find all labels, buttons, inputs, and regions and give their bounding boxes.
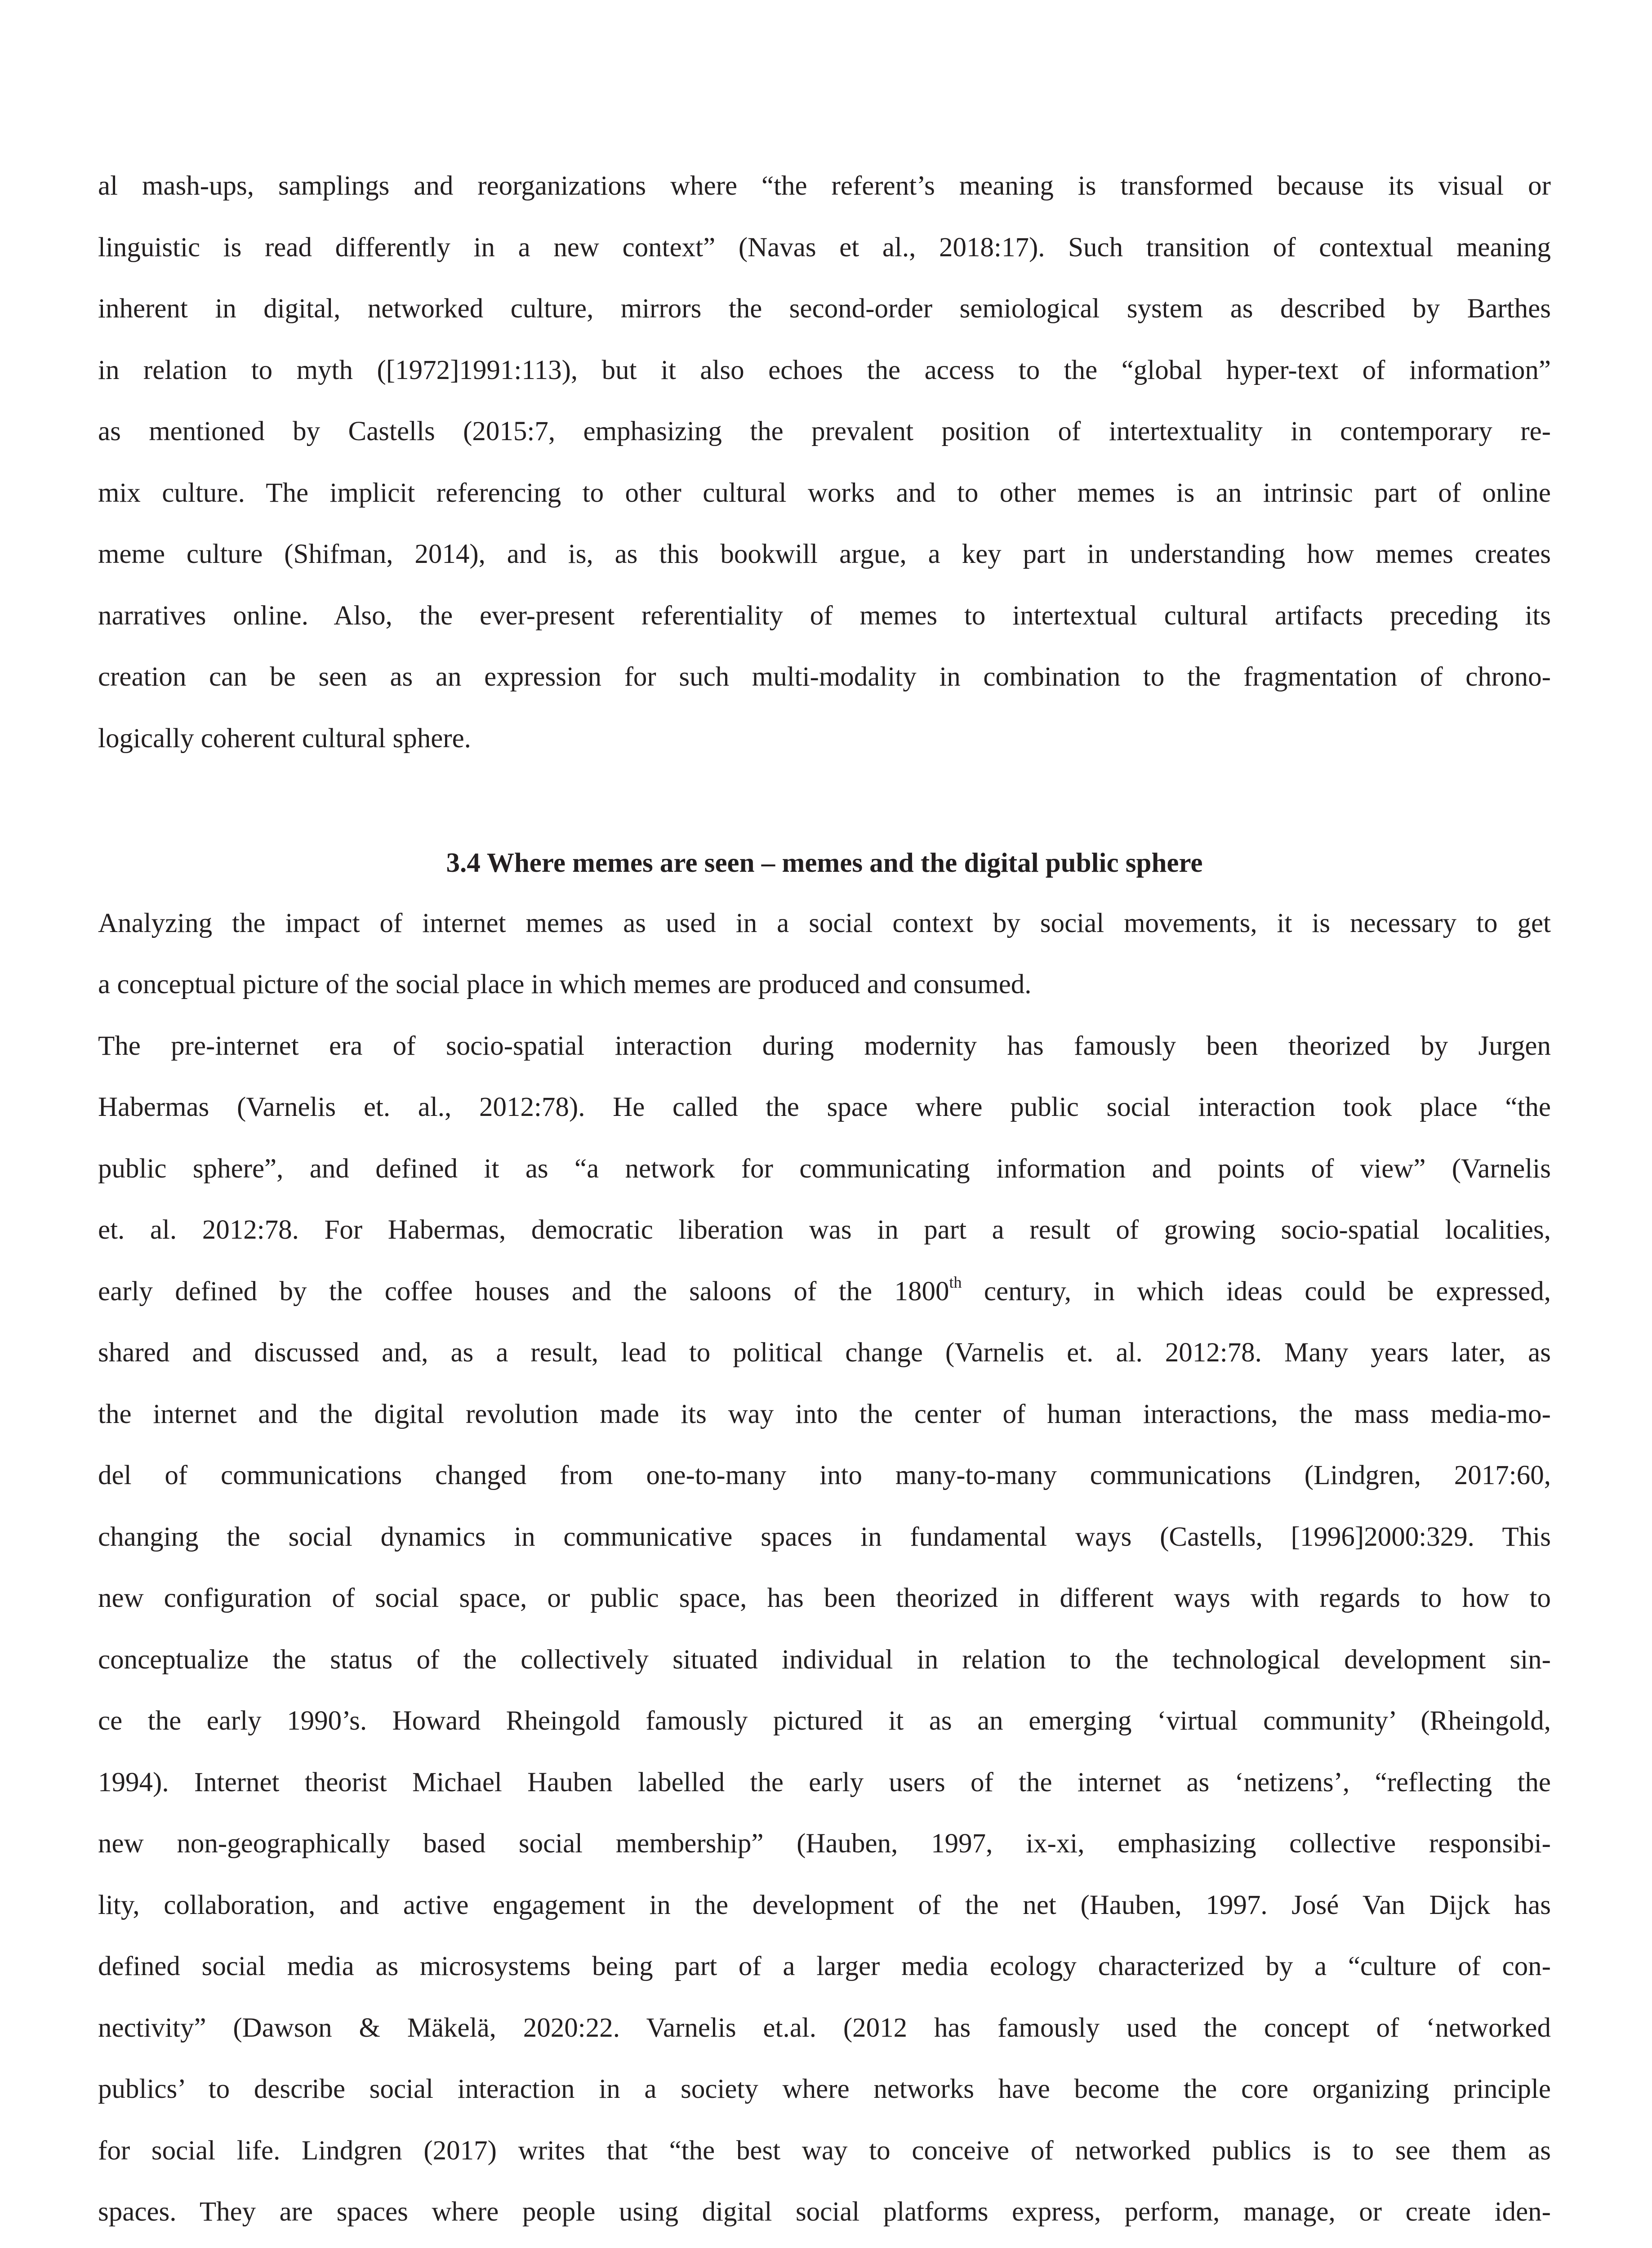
text-line: new non-geographically based social membership” (Hauben, 1997, ix-xi, emphasizing collective responsibi- [98,1829,1551,1859]
text-line: narratives online. Also, the ever-present referentiality of memes to intertextual cultural artifacts preceding its [98,600,1551,631]
text-line: in relation to myth ([1972]1991:113), but it also echoes the access to the “global hyper-text of information” [98,355,1551,385]
text-line: Habermas (Varnelis et. al., 2012:78). He called the space where public social interaction took place “the [98,1092,1551,1122]
body-paragraph [98,831,1551,2243]
text-line: Analyzing the impact of internet memes as used in a social context by social movements, it is necessary to get [98,908,1551,938]
text-line: spaces. They are spaces where people using digital social platforms express, perform, manage, or create iden- [98,2197,1551,2227]
text-line: et. al. 2012:78. For Habermas, democratic liberation was in part a result of growing socio-spatial localities, [98,1215,1551,1245]
body-paragraph [98,156,1551,769]
text-line: del of communications changed from one-to-many into many-to-many communications (Lindgren, 2017:60, [98,1460,1551,1490]
text-line: The pre-internet era of socio-spatial interaction during modernity has famously been theorized by Jurgen [98,1030,1551,1061]
text-line: a conceptual picture of the social place in which memes are produced and consumed. [98,969,1032,999]
text-line: meme culture (Shifman, 2014), and is, as this bookwill argue, a key part in understanding how memes creates [98,539,1551,569]
text-line: public sphere”, and defined it as “a network for communicating information and points of view” (Varnelis [98,1153,1551,1184]
text-line: al mash-ups, samplings and reorganizations where “the referent’s meaning is transformed because its visual or [98,171,1551,201]
text-line: changing the social dynamics in communicative spaces in fundamental ways (Castells, [1996]2000:329. This [98,1521,1551,1552]
text-line: mix culture. The implicit referencing to other cultural works and to other memes is an intrinsic part of online [98,477,1551,508]
text-line: 1994). Internet theorist Michael Hauben labelled the early users of the internet as ‘netizens’, “reflecting the [98,1767,1551,1798]
text-line-with-superscript [98,1261,1551,1323]
text-line: inherent in digital, networked culture, mirrors the second-order semiological system as described by Barthes [98,294,1551,324]
superscript: th [949,1273,962,1291]
text-line: ce the early 1990’s. Howard Rheingold famously pictured it as an emerging ‘virtual community’ (Rheingold, [98,1706,1551,1736]
text-line: logically coherent cultural sphere. [98,723,471,754]
text-line: lity, collaboration, and active engagement in the development of the net (Hauben, 1997. José Van Dijck has [98,1890,1551,1920]
text-line: shared and discussed and, as a result, lead to political change (Varnelis et. al. 2012:78. Many years later, as [98,1338,1551,1368]
text-line: as mentioned by Castells (2015:7, emphasizing the prevalent position of intertextuality in contemporary re- [98,416,1551,446]
text-line: nectivity” (Dawson & Mäkelä, 2020:22. Varnelis et.al. (2012 has famously used the concept of ‘networked [98,2012,1551,2043]
section-heading: 3.4 Where memes are seen – memes and the digital public sphere [446,848,1203,878]
heading-spacer [98,831,1551,893]
text-line: publics’ to describe social interaction in a society where networks have become the core organizing principle [98,2074,1551,2104]
text-fragment: century, in which ideas could be expressed, [962,1276,1551,1307]
text-line: defined social media as microsystems being part of a larger media ecology characterized by a “culture of con- [98,1951,1551,1981]
text-line: new configuration of social space, or public space, has been theorized in different ways with regards to how to [98,1583,1551,1613]
text-line: creation can be seen as an expression for such multi-modality in combination to the fragmentation of chrono- [98,662,1551,692]
text-line: for social life. Lindgren (2017) writes that “the best way to conceive of networked publics is to see them as [98,2135,1551,2166]
text-line: the internet and the digital revolution made its way into the center of human interactions, the mass media-mo- [98,1399,1551,1429]
text-line: conceptualize the status of the collectively situated individual in relation to the technological development sin- [98,1644,1551,1675]
text-fragment: early defined by the coffee houses and the saloons of the 1800 [98,1276,949,1307]
text-line: linguistic is read differently in a new context” (Navas et al., 2018:17). Such transition of contextual meaning [98,232,1551,263]
